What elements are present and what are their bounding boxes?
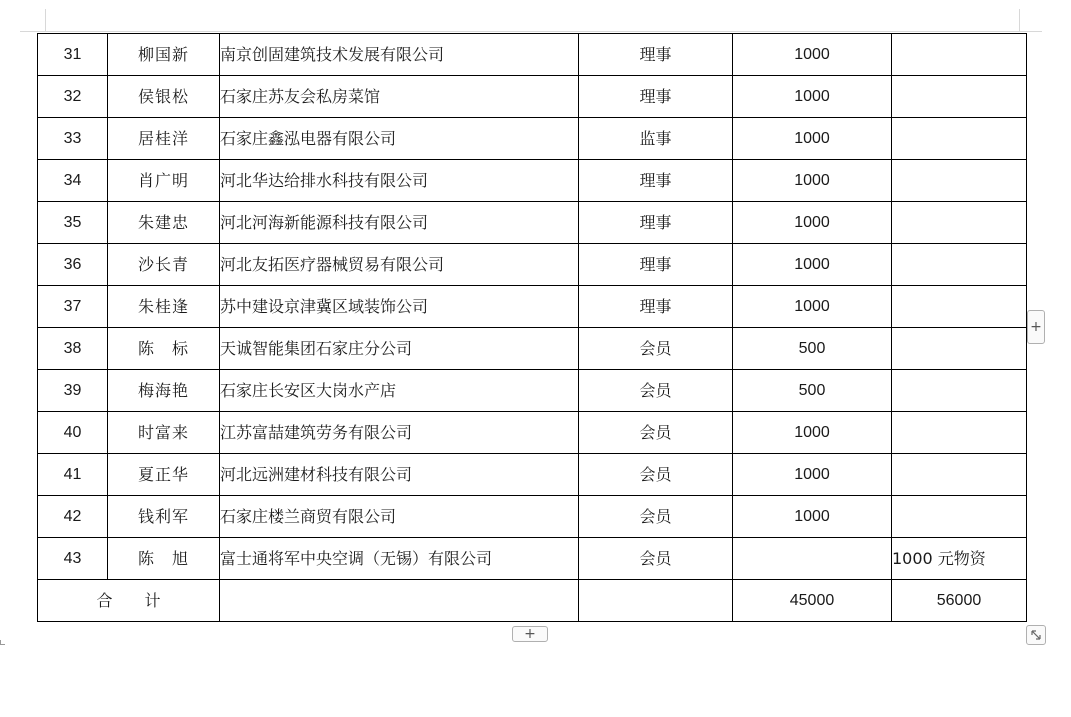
company-cell[interactable]: 南京创固建筑技术发展有限公司	[220, 34, 579, 76]
row-number-cell[interactable]: 33	[38, 118, 108, 160]
amount-cell[interactable]: 1000	[733, 118, 892, 160]
company-cell[interactable]: 石家庄苏友会私房菜馆	[220, 76, 579, 118]
add-column-button[interactable]: +	[1027, 310, 1045, 344]
amount-cell[interactable]	[733, 538, 892, 580]
note-cell[interactable]	[892, 412, 1027, 454]
amount-cell[interactable]: 1000	[733, 412, 892, 454]
company-cell[interactable]: 天诚智能集团石家庄分公司	[220, 328, 579, 370]
total-label-cell[interactable]: 合 计	[38, 580, 220, 622]
table-row	[38, 160, 1027, 202]
note-cell[interactable]	[892, 454, 1027, 496]
company-cell[interactable]: 河北友拓医疗器械贸易有限公司	[220, 244, 579, 286]
member-name-cell[interactable]: 朱建忠	[108, 202, 220, 244]
amount-cell[interactable]: 1000	[733, 286, 892, 328]
row-number-cell[interactable]: 36	[38, 244, 108, 286]
amount-cell[interactable]: 1000	[733, 496, 892, 538]
amount-cell[interactable]: 1000	[733, 244, 892, 286]
note-cell[interactable]	[892, 496, 1027, 538]
row-number-cell[interactable]: 39	[38, 370, 108, 412]
row-number-cell[interactable]: 41	[38, 454, 108, 496]
row-number-cell[interactable]: 37	[38, 286, 108, 328]
table-row	[38, 370, 1027, 412]
table-resize-handle[interactable]	[1026, 625, 1046, 645]
note-cell[interactable]	[892, 34, 1027, 76]
role-cell[interactable]: 理事	[579, 160, 733, 202]
role-cell[interactable]: 会员	[579, 496, 733, 538]
total-role-cell[interactable]	[579, 580, 733, 622]
member-name-cell[interactable]: 时富来	[108, 412, 220, 454]
table-row	[38, 538, 1027, 580]
role-cell[interactable]: 会员	[579, 370, 733, 412]
amount-cell[interactable]: 500	[733, 328, 892, 370]
donation-table	[37, 33, 1027, 622]
row-number-cell[interactable]: 35	[38, 202, 108, 244]
table-row	[38, 412, 1027, 454]
company-cell[interactable]: 苏中建设京津冀区域装饰公司	[220, 286, 579, 328]
member-name-cell[interactable]: 沙长青	[108, 244, 220, 286]
company-cell[interactable]: 河北华达给排水科技有限公司	[220, 160, 579, 202]
company-cell[interactable]: 石家庄长安区大岗水产店	[220, 370, 579, 412]
row-number-cell[interactable]: 32	[38, 76, 108, 118]
role-cell[interactable]: 监事	[579, 118, 733, 160]
member-name-cell[interactable]: 居桂洋	[108, 118, 220, 160]
row-number-cell[interactable]: 43	[38, 538, 108, 580]
role-cell[interactable]: 理事	[579, 286, 733, 328]
note-cell[interactable]	[892, 244, 1027, 286]
role-cell[interactable]: 理事	[579, 76, 733, 118]
company-cell[interactable]: 河北河海新能源科技有限公司	[220, 202, 579, 244]
row-number-cell[interactable]: 40	[38, 412, 108, 454]
note-cell[interactable]	[892, 370, 1027, 412]
note-cell[interactable]	[892, 118, 1027, 160]
note-cell[interactable]: 1000 元物资	[892, 538, 1027, 580]
amount-cell[interactable]: 1000	[733, 34, 892, 76]
company-cell[interactable]: 石家庄鑫泓电器有限公司	[220, 118, 579, 160]
company-cell[interactable]: 河北远洲建材科技有限公司	[220, 454, 579, 496]
row-number-cell[interactable]: 38	[38, 328, 108, 370]
row-number-cell[interactable]: 34	[38, 160, 108, 202]
company-cell[interactable]: 石家庄楼兰商贸有限公司	[220, 496, 579, 538]
table-row	[38, 496, 1027, 538]
table-row	[38, 244, 1027, 286]
role-cell[interactable]: 会员	[579, 454, 733, 496]
table-row	[38, 328, 1027, 370]
table-row	[38, 76, 1027, 118]
page-margin-guide-left	[45, 9, 46, 32]
member-name-cell[interactable]: 柳国新	[108, 34, 220, 76]
member-name-cell[interactable]: 夏正华	[108, 454, 220, 496]
amount-cell[interactable]: 1000	[733, 202, 892, 244]
amount-cell[interactable]: 1000	[733, 454, 892, 496]
member-name-cell[interactable]: 朱桂逢	[108, 286, 220, 328]
company-cell[interactable]: 富士通将军中央空调（无锡）有限公司	[220, 538, 579, 580]
member-name-cell[interactable]: 梅海艳	[108, 370, 220, 412]
note-cell[interactable]	[892, 328, 1027, 370]
member-name-cell[interactable]: 钱利军	[108, 496, 220, 538]
amount-cell[interactable]: 500	[733, 370, 892, 412]
company-cell[interactable]: 江苏富喆建筑劳务有限公司	[220, 412, 579, 454]
member-name-cell[interactable]: 陈 旭	[108, 538, 220, 580]
role-cell[interactable]: 会员	[579, 538, 733, 580]
row-number-cell[interactable]: 42	[38, 496, 108, 538]
role-cell[interactable]: 理事	[579, 202, 733, 244]
total-amount-cell[interactable]: 45000	[733, 580, 892, 622]
role-cell[interactable]: 会员	[579, 412, 733, 454]
total-note-cell[interactable]: 56000	[892, 580, 1027, 622]
add-row-button[interactable]: +	[512, 626, 548, 642]
table-row	[38, 202, 1027, 244]
page-corner-mark	[0, 640, 5, 645]
member-name-cell[interactable]: 侯银松	[108, 76, 220, 118]
member-name-cell[interactable]: 肖广明	[108, 160, 220, 202]
table-row	[38, 34, 1027, 76]
role-cell[interactable]: 会员	[579, 328, 733, 370]
total-row	[38, 580, 1027, 622]
table-body	[38, 34, 1027, 580]
resize-arrows-icon	[1027, 626, 1045, 644]
note-cell[interactable]	[892, 160, 1027, 202]
table-row	[38, 286, 1027, 328]
note-cell[interactable]	[892, 76, 1027, 118]
total-company-cell[interactable]	[220, 580, 579, 622]
member-name-cell[interactable]: 陈 标	[108, 328, 220, 370]
table-row	[38, 118, 1027, 160]
note-cell[interactable]	[892, 286, 1027, 328]
amount-cell[interactable]: 1000	[733, 76, 892, 118]
role-cell[interactable]: 理事	[579, 34, 733, 76]
page-margin-guide-top	[20, 31, 1042, 32]
page-margin-guide-right	[1019, 9, 1020, 32]
table-row	[38, 454, 1027, 496]
role-cell[interactable]: 理事	[579, 244, 733, 286]
amount-cell[interactable]: 1000	[733, 160, 892, 202]
note-cell[interactable]	[892, 202, 1027, 244]
row-number-cell[interactable]: 31	[38, 34, 108, 76]
